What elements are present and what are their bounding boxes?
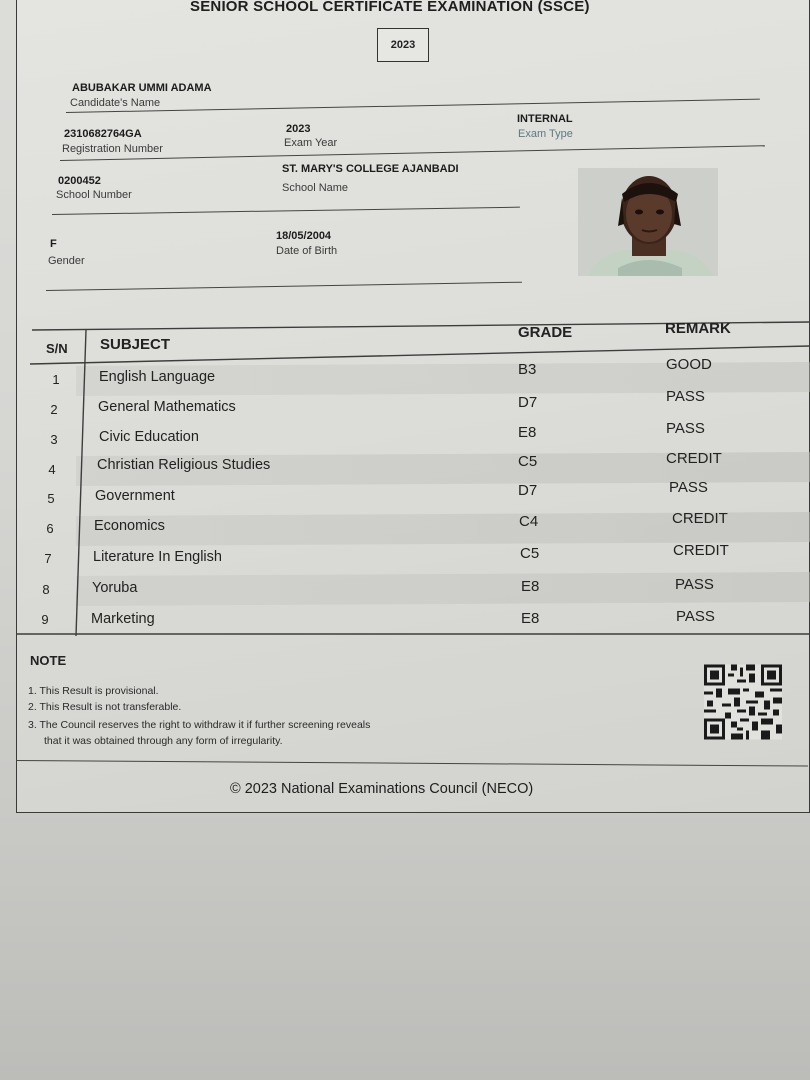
header-subject: SUBJECT: [100, 336, 171, 353]
row-grade: C5: [520, 545, 540, 562]
row-subject: Civic Education: [99, 429, 199, 445]
header-grade: GRADE: [518, 324, 573, 341]
exam-year: 2023: [286, 123, 311, 135]
row-sn: 1: [52, 372, 60, 387]
school-name-label: School Name: [282, 182, 349, 194]
header-sn: S/N: [46, 341, 68, 356]
row-sn: 6: [46, 521, 54, 536]
row-remark: GOOD: [666, 356, 712, 373]
note-item: 2. This Result is not transferable.: [28, 701, 182, 713]
row-subject: Government: [95, 488, 175, 504]
row-grade: E8: [521, 610, 540, 627]
row-remark: PASS: [676, 608, 715, 625]
row-sn: 4: [48, 462, 56, 477]
registration-number-label: Registration Number: [62, 143, 163, 155]
row-remark: PASS: [666, 388, 705, 405]
row-remark: PASS: [675, 576, 714, 593]
school-name: ST. MARY'S COLLEGE AJANBADI: [282, 163, 459, 175]
row-grade: E8: [521, 578, 540, 595]
row-subject: Literature In English: [93, 549, 222, 565]
footer-copyright: © 2023 National Examinations Council (NECO): [230, 781, 534, 797]
results-table: [16, 308, 810, 636]
row-remark: PASS: [666, 420, 705, 437]
note-item: 1. This Result is provisional.: [28, 685, 159, 697]
exam-year-label: Exam Year: [284, 137, 338, 149]
registration-number: 2310682764GA: [64, 128, 142, 140]
gender-label: Gender: [48, 255, 85, 267]
candidate-name-label: Candidate's Name: [70, 97, 161, 109]
school-number: 0200452: [58, 175, 101, 187]
note-item: that it was obtained through any form of irregularity.: [44, 735, 283, 747]
row-subject: General Mathematics: [98, 399, 236, 415]
gender: F: [50, 238, 57, 250]
row-grade: D7: [518, 482, 538, 499]
date-of-birth-label: Date of Birth: [276, 245, 338, 257]
exam-type: INTERNAL: [517, 113, 573, 125]
row-subject: Economics: [94, 518, 165, 534]
note-item: 3. The Council reserves the right to withdraw it if further screening reveals: [28, 719, 371, 731]
row-subject: Christian Religious Studies: [97, 457, 271, 473]
row-sn: 9: [41, 612, 49, 627]
row-grade: C5: [518, 453, 538, 470]
row-remark: PASS: [669, 479, 708, 496]
header-remark: REMARK: [665, 320, 731, 337]
row-grade: E8: [518, 424, 537, 441]
document-title: SENIOR SCHOOL CERTIFICATE EXAMINATION (SSCE): [190, 0, 590, 15]
candidate-photo: [578, 168, 718, 276]
row-subject: Marketing: [91, 611, 155, 627]
row-sn: 2: [50, 402, 58, 417]
row-sn: 5: [47, 491, 55, 506]
candidate-photo-icon: [578, 168, 718, 276]
school-number-label: School Number: [56, 189, 132, 201]
exam-type-label: Exam Type: [518, 128, 573, 140]
row-sn: 3: [50, 432, 58, 447]
row-grade: B3: [518, 361, 537, 378]
row-remark: CREDIT: [673, 542, 729, 559]
note-title: NOTE: [30, 653, 67, 668]
candidate-name: ABUBAKAR UMMI ADAMA: [72, 82, 212, 94]
row-subject: English Language: [99, 369, 216, 385]
row-sn: 8: [42, 582, 50, 597]
qr-code-icon: [704, 664, 782, 740]
row-grade: D7: [518, 394, 538, 411]
row-subject: Yoruba: [92, 580, 138, 596]
row-remark: CREDIT: [672, 510, 728, 527]
exam-year-box: 2023: [377, 28, 429, 62]
row-remark: CREDIT: [666, 450, 722, 467]
date-of-birth: 18/05/2004: [276, 230, 332, 242]
row-sn: 7: [44, 551, 52, 566]
row-grade: C4: [519, 513, 539, 530]
